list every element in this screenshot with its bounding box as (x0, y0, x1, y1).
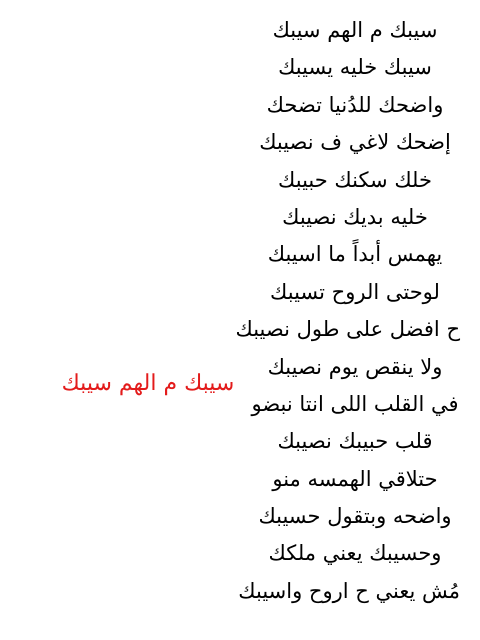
poem-line-16: مُش يعني ح اروح واسيبك (238, 578, 460, 603)
poem-line-7: يهمس أبداً ما اسيبك (267, 242, 443, 267)
poem-lines (235, 12, 460, 610)
poem-line-15: وحسيبك يعني ملكك (268, 541, 442, 566)
poem-line-6: خليه بديك نصيبك (282, 204, 428, 229)
poem-line-5: خلك سكنك حبيبك (278, 167, 432, 192)
poem-line-12: قلب حبيبك نصيبك (277, 429, 433, 454)
poem-line-14: واضحه وبتقول حسيبك (258, 504, 452, 529)
poem-line-4: إضحك لاغي ف نصيبك (259, 130, 451, 155)
poem-line-3: واضحك للدُنيا تضحك (266, 92, 444, 117)
poem-line-10: ولا ينقص يوم نصيبك (267, 354, 443, 379)
poem-line-13: حتلاقي الهمسه منو (272, 466, 438, 491)
poem-line-9: ح افضل على طول نصيبك (235, 317, 460, 342)
poem-line-8: لوحتى الروح تسيبك (270, 279, 440, 304)
poem-line-1: سيبك م الهم سيبك (272, 18, 438, 42)
poem-line-11: في القلب اللى انتا نبضو (251, 391, 459, 416)
poem-title-red: سيبك م الهم سيبك (61, 371, 235, 396)
poem-line-2: سيبك خليه يسيبك (278, 55, 432, 80)
